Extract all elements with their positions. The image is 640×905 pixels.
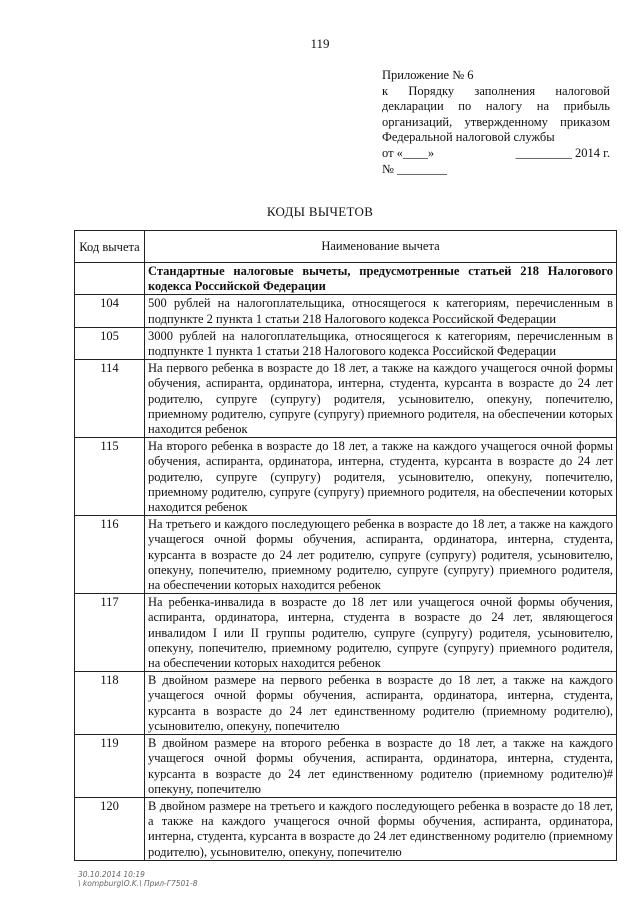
deduction-description: На второго ребенка в возрасте до 18 лет, а также на каждого учащегося очной формы обучения, аспиранта, ординатора, интерна, студента, курсанта в возрасте до 24 лет родителю, супруге (супругу) родителя, усыновителю, опекуну, попечителю, приемному родителю, супруге (супругу) приемного родителя, на обеспечении которых находится ребенок <box>145 438 617 516</box>
appendix-date-left: от «____» <box>382 145 435 160</box>
section-row <box>75 263 617 295</box>
deduction-description: В двойном размере на первого ребенка в возрасте до 18 лет, а также на каждого учащегося очной формы обучения, аспиранта, ординатора, интерна, студента, курсанта в возрасте до 24 лет единственному родителю (приемному родителю), усыновителю, опекуну, попечителю <box>145 672 617 735</box>
appendix-line: Федеральной налоговой службы <box>382 130 555 145</box>
table-row <box>75 516 617 594</box>
table-header-row <box>75 231 617 263</box>
deduction-description: На третьего и каждого последующего ребенка в возрасте до 18 лет, а также на каждого учащегося очной формы обучения, аспиранта, ординатора, интерна, студента, курсанта в возрасте до 24 лет родителю, супруге (супругу) родителя, усыновителю, опекуну, попечителю, приемному родителю, супруге (супругу) приемного родителя, на обеспечении которых находится ребенок <box>145 516 617 594</box>
table-row <box>75 594 617 672</box>
table-row <box>75 438 617 516</box>
deduction-code: 114 <box>75 360 145 438</box>
document-title: КОДЫ ВЫЧЕТОВ <box>266 204 374 219</box>
deduction-code: 104 <box>75 295 145 327</box>
deduction-code: 120 <box>75 797 145 860</box>
appendix-block <box>382 68 610 177</box>
table-row <box>75 797 617 860</box>
deduction-code: 117 <box>75 594 145 672</box>
appendix-number-line: № ________ <box>382 161 448 176</box>
footer-line: 30.10.2014 10:19 <box>78 870 145 879</box>
table-row <box>75 327 617 359</box>
table-row <box>75 735 617 798</box>
table-row <box>75 360 617 438</box>
header-name: Наименование вычета <box>145 231 617 263</box>
appendix-date-line <box>382 146 610 162</box>
deduction-code: 105 <box>75 327 145 359</box>
footer-stamp <box>78 870 198 888</box>
section-title: Стандартные налоговые вычеты, предусмотренные статьей 218 Налогового кодекса Российской Федерации <box>145 263 617 295</box>
deduction-code: 119 <box>75 735 145 798</box>
deduction-code: 115 <box>75 438 145 516</box>
footer-line: \ kompburg\O.K.\ Прил-Г7501-8 <box>78 879 198 888</box>
appendix-line: к Порядку заполнения налоговой <box>382 83 610 98</box>
deduction-code: 116 <box>75 516 145 594</box>
page-number: 119 <box>310 36 330 51</box>
deduction-description: На ребенка-инвалида в возрасте до 18 лет или учащегося очной формы обучения, аспиранта, ординатора, интерна, студента в возрасте до 24 лет, являющегося инвалидом I или II группы родителю, супруге (супругу) родителя, усыновителю, опекуну, попечителю, приемному родителю, супруге (супругу) приемного родителя, на обеспечении которых находится ребенок <box>145 594 617 672</box>
header-code: Код вычета <box>75 231 145 263</box>
section-code-cell <box>75 263 145 295</box>
appendix-line: организаций, утвержденному приказом <box>382 114 610 129</box>
deduction-description: На первого ребенка в возрасте до 18 лет, а также на каждого учащегося очной формы обучения, аспиранта, ординатора, интерна, студента, курсанта в возрасте до 24 лет родителю, супруге (супругу) родителя, усыновителю, опекуну, попечителю, приемному родителю, супруге (супругу) приемного родителя, на обеспечении которых находится ребенок <box>145 360 617 438</box>
appendix-date-right: _________ 2014 г. <box>515 145 610 160</box>
appendix-line: декларации по налогу на прибыль <box>382 99 610 114</box>
deduction-description: 3000 рублей на налогоплательщика, относящегося к категориям, перечисленным в подпункте 1 пункта 1 статьи 218 Налогового кодекса Российской Федерации <box>145 327 617 359</box>
deduction-code: 118 <box>75 672 145 735</box>
table-row <box>75 672 617 735</box>
appendix-title: Приложение № 6 <box>382 68 474 82</box>
deduction-description: В двойном размере на третьего и каждого последующего ребенка в возрасте до 18 лет, а также на каждого учащегося очной формы обучения, аспиранта, ординатора, интерна, студента, курсанта в возрасте до 24 лет единственному родителю (приемному родителю), усыновителю, опекуну, попечителю <box>145 797 617 860</box>
deduction-codes-table <box>74 230 617 861</box>
deduction-description: 500 рублей на налогоплательщика, относящегося к категориям, перечисленным в подпункте 2 пункта 1 статьи 218 Налогового кодекса Российской Федерации <box>145 295 617 327</box>
deduction-description: В двойном размере на второго ребенка в возрасте до 18 лет, а также на каждого учащегося очной формы обучения, аспиранта, ординатора, интерна, студента, курсанта в возрасте до 24 лет единственному родителю (приемному родителю)# опекуну, попечителю <box>145 735 617 798</box>
table-row <box>75 295 617 327</box>
